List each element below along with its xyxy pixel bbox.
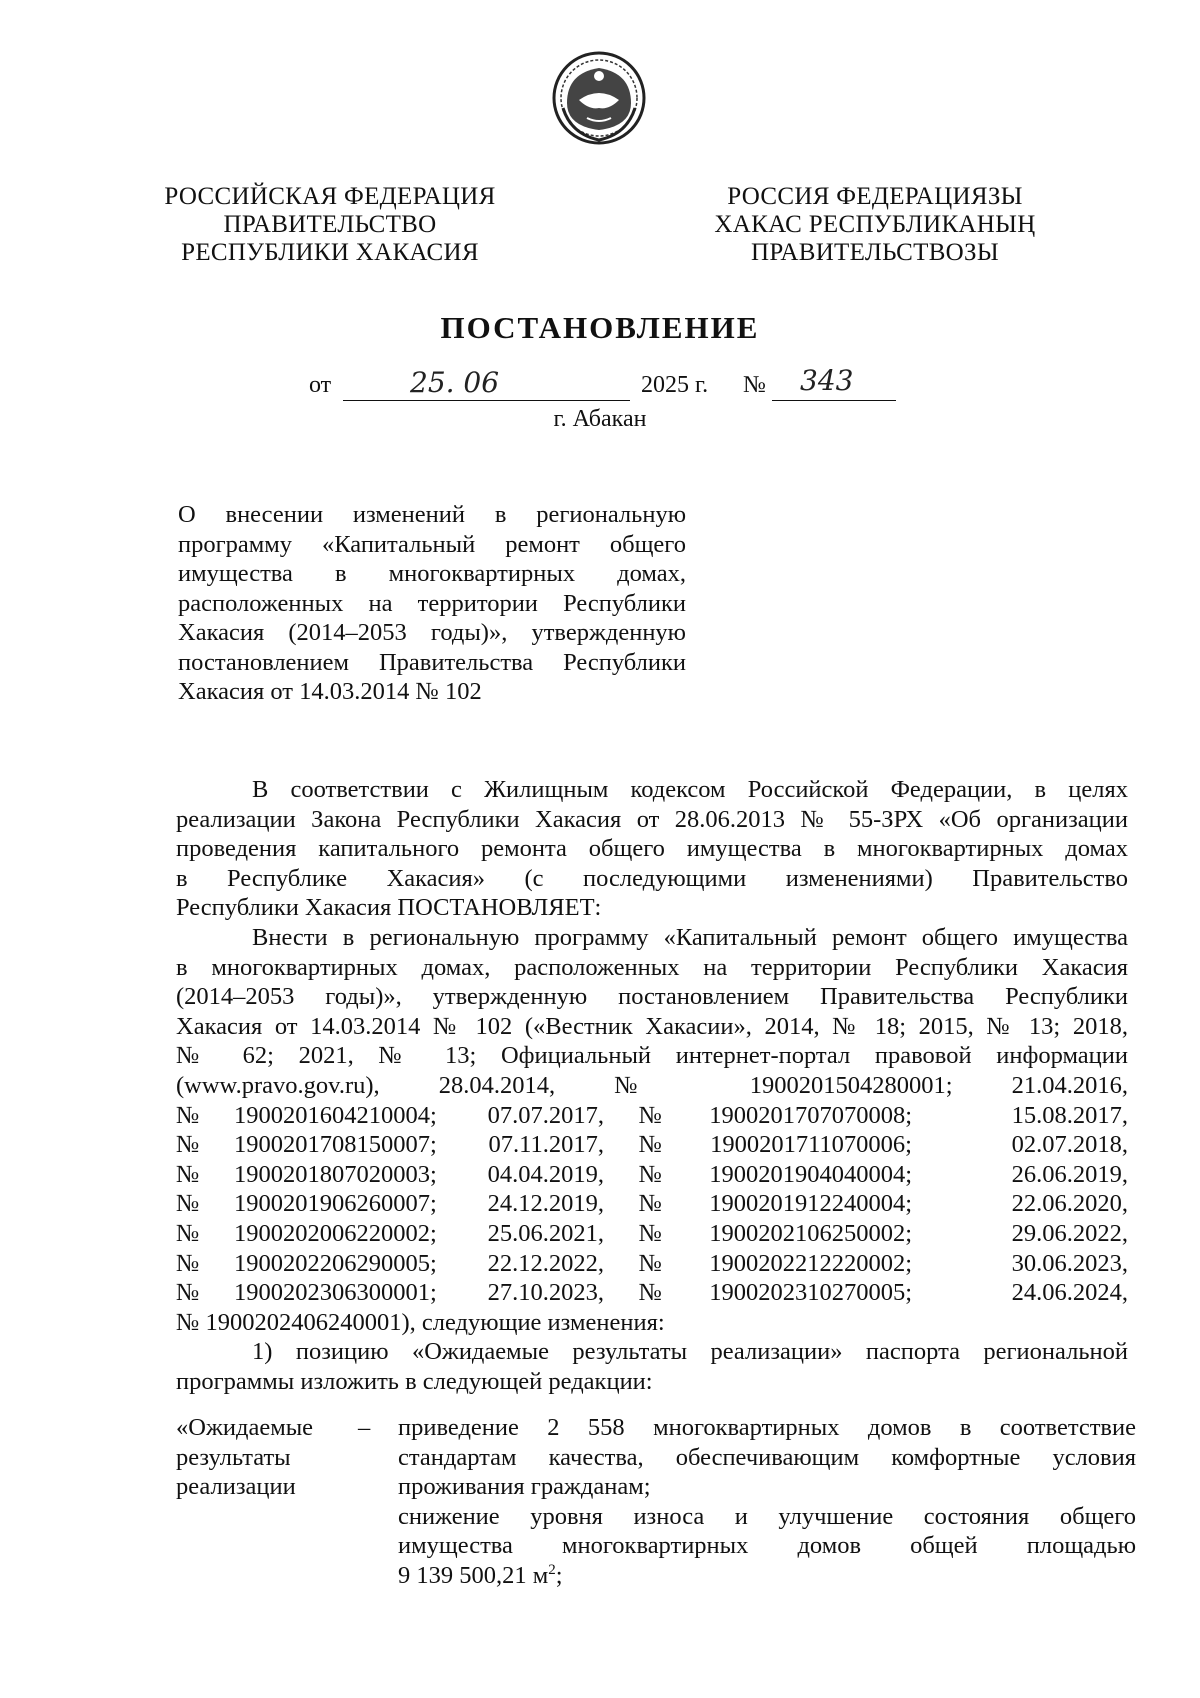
- area-superscript: 2: [548, 1561, 556, 1578]
- number-cell: 22.12.2022,: [487, 1249, 604, 1277]
- date-handwritten: 25. 06: [410, 366, 500, 399]
- number-cell: №: [176, 1190, 200, 1218]
- number-cell: №: [176, 1249, 200, 1277]
- preamble-line: реализации Закона Республики Хакасия от 28.06.2013 № 55-ЗРХ «Об организации: [176, 805, 1128, 833]
- subject-line: Хакасия от 14.03.2014 № 102: [178, 678, 482, 705]
- paragraph-line: Внести в региональную программу «Капитальный ремонт общего имущества: [252, 923, 1128, 951]
- header-left-line-3: РЕСПУБЛИКИ ХАКАСИЯ: [181, 239, 479, 266]
- header-right-line-3: ПРАВИТЕЛЬСТВОЗЫ: [751, 239, 999, 266]
- header-left-line-1: РОССИЙСКАЯ ФЕДЕРАЦИЯ: [164, 183, 496, 210]
- number-cell: №: [638, 1101, 662, 1129]
- number-cell: 1900201707070008;: [709, 1101, 912, 1129]
- preamble-line: В соответствии с Жилищным кодексом Российской Федерации, в целях: [252, 776, 1128, 803]
- number-cell: 1900202310270005;: [709, 1279, 912, 1307]
- number-cell: 1900202212220002;: [709, 1249, 912, 1277]
- registration-numbers: [176, 1101, 1128, 1308]
- number-cell: №: [176, 1279, 200, 1307]
- number-cell: №: [638, 1279, 662, 1307]
- passport-line: стандартам качества, обеспечивающим комфортные условия: [398, 1443, 1136, 1471]
- subject-line: программу «Капитальный ремонт общего: [178, 530, 686, 558]
- number-cell: 1900201604210004;: [234, 1101, 437, 1129]
- year-label: 2025 г.: [641, 372, 709, 398]
- number-cell: №: [638, 1190, 662, 1218]
- number-cell: №: [638, 1249, 662, 1277]
- number-cell: №: [176, 1160, 200, 1188]
- subject-line: О внесении изменений в региональную: [178, 501, 686, 528]
- passport-dash: –: [358, 1414, 371, 1441]
- document-body: [176, 775, 1128, 1396]
- passport-line: имущества многоквартирных домов общей площадью: [398, 1532, 1136, 1560]
- number-cell: 27.10.2023,: [487, 1279, 604, 1307]
- number-cell: 04.04.2019,: [487, 1160, 604, 1188]
- area-value: 9 139 500,21 м: [398, 1561, 549, 1589]
- number-cell: 1900202306300001;: [234, 1279, 437, 1307]
- number-cell: 07.07.2017,: [487, 1101, 604, 1129]
- paragraph-line: (2014–2053 годы)», утвержденную постановлением Правительства Республики: [176, 983, 1128, 1011]
- area-end: ;: [555, 1561, 563, 1589]
- header-right-line-1: РОССИЯ ФЕДЕРАЦИЯЗЫ: [727, 183, 1023, 210]
- subject-line: Хакасия (2014–2053 годы)», утвержденную: [178, 619, 686, 646]
- number-cell: 1900202006220002;: [234, 1219, 437, 1247]
- passport-line: снижение уровня износа и улучшение состояния общего: [398, 1502, 1136, 1530]
- paragraph-end-line: № 1900202406240001), следующие изменения:: [176, 1308, 665, 1336]
- passport-area-line: [398, 1561, 1136, 1591]
- preamble-line: проведения капитального ремонта общего имущества в многоквартирных домах: [176, 835, 1128, 863]
- item-line: 1) позицию «Ожидаемые результаты реализации» паспорта региональной: [252, 1338, 1128, 1366]
- number-label: №: [743, 372, 766, 398]
- number-cell: 07.11.2017,: [488, 1131, 604, 1159]
- paragraph-line: № 62; 2021, № 13; Официальный интернет-портал правовой информации: [176, 1042, 1128, 1070]
- number-cell: №: [638, 1131, 662, 1159]
- number-cell: 1900202106250002;: [709, 1219, 912, 1247]
- number-cell: 30.06.2023,: [1011, 1249, 1128, 1277]
- preamble-line: в Республике Хакасия» (с последующими изменениями) Правительство: [176, 864, 1128, 892]
- number-cell: 1900201711070006;: [710, 1131, 912, 1159]
- number-cell: 22.06.2020,: [1011, 1190, 1128, 1218]
- passport-label: [176, 1413, 326, 1502]
- passport-line: приведение 2 558 многоквартирных домов в соответствие: [398, 1414, 1136, 1441]
- number-cell: 29.06.2022,: [1011, 1219, 1128, 1247]
- number-cell: 1900201807020003;: [234, 1160, 437, 1188]
- passport-content: [398, 1413, 1136, 1591]
- number-cell: №: [176, 1219, 200, 1247]
- number-cell: 24.12.2019,: [487, 1190, 604, 1218]
- number-underline: [772, 400, 896, 401]
- date-prefix: от: [309, 372, 332, 398]
- header-right-line-2: ХАКАС РЕСПУБЛИКАНЫҢ: [714, 211, 1036, 238]
- paragraph-line: в многоквартирных домах, расположенных на территории Республики Хакасия: [176, 953, 1128, 981]
- number-cell: 25.06.2021,: [487, 1219, 604, 1247]
- number-cell: №: [176, 1101, 200, 1129]
- number-cell: 24.06.2024,: [1011, 1279, 1128, 1307]
- number-handwritten: 343: [800, 364, 854, 397]
- passport-label-line: реализации: [176, 1473, 296, 1501]
- city-label: г. Абакан: [553, 406, 647, 432]
- number-cell: 1900202206290005;: [234, 1249, 437, 1277]
- number-cell: 02.07.2018,: [1011, 1131, 1128, 1159]
- coat-of-arms-emblem: [549, 48, 649, 148]
- subject-line: имущества в многоквартирных домах,: [178, 560, 686, 587]
- subject-line: расположенных на территории Республики: [178, 589, 686, 617]
- number-cell: 1900201906260007;: [234, 1190, 437, 1218]
- header-right: [690, 183, 1060, 267]
- document-subject: [178, 500, 686, 707]
- paragraph-line: (www.pravo.gov.ru), 28.04.2014, № 1900201504280001; 21.04.2016,: [176, 1071, 1128, 1099]
- passport-label-line: результаты: [176, 1443, 291, 1471]
- document-title: ПОСТАНОВЛЕНИЕ: [440, 310, 760, 345]
- number-cell: 1900201912240004;: [709, 1190, 912, 1218]
- number-cell: 15.08.2017,: [1011, 1101, 1128, 1129]
- passport-label-line: «Ожидаемые: [176, 1414, 314, 1441]
- preamble-line: Республики Хакасия ПОСТАНОВЛЯЕТ:: [176, 894, 602, 922]
- item-line: программы изложить в следующей редакции:: [176, 1367, 653, 1395]
- header-left: [150, 183, 510, 267]
- paragraph-line: Хакасия от 14.03.2014 № 102 («Вестник Хакасии», 2014, № 18; 2015, № 13; 2018,: [176, 1012, 1128, 1040]
- subject-line: постановлением Правительства Республики: [178, 648, 686, 676]
- number-cell: 1900201708150007;: [234, 1131, 437, 1159]
- header-left-line-2: ПРАВИТЕЛЬСТВО: [223, 211, 437, 238]
- number-cell: №: [638, 1219, 662, 1247]
- number-cell: №: [638, 1160, 662, 1188]
- number-cell: 1900201904040004;: [709, 1160, 912, 1188]
- passport-line: проживания гражданам;: [398, 1473, 651, 1501]
- number-cell: 26.06.2019,: [1011, 1160, 1128, 1188]
- number-cell: №: [176, 1131, 200, 1159]
- date-underline: [343, 400, 630, 401]
